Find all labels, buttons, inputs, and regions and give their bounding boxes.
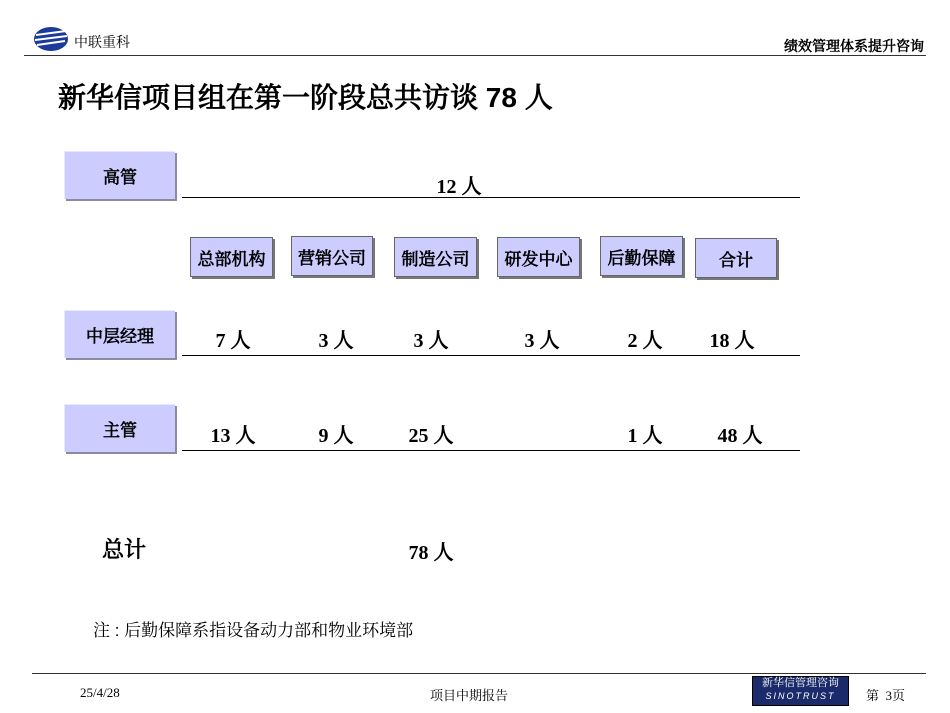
supervisors-sales-value: 9 人 [318, 425, 354, 447]
supervisors-manufacturing-value: 25 人 [408, 425, 454, 447]
grand-total-value: 78 人 [408, 542, 454, 564]
page-number [866, 685, 905, 704]
page-suffix: 页 [892, 688, 906, 703]
footer-divider [32, 673, 926, 674]
executives-total: 12 人 [436, 176, 482, 198]
middle-managers-underline [182, 355, 800, 356]
sinotrust-logo-cn: 新华信管理咨询 [762, 677, 839, 689]
row-label-middle-managers: 中层经理 [64, 310, 175, 358]
footnote: 注 : 后勤保障系指设备动力部和物业环境部 [93, 621, 414, 640]
column-header-hq: 总部机构 [190, 237, 273, 277]
footer-date: 25/4/28 [80, 685, 120, 700]
column-header-total: 合计 [695, 238, 777, 278]
middle-logistics-value: 2 人 [627, 330, 663, 352]
supervisors-hq-value: 13 人 [210, 425, 256, 447]
supervisors-total-value: 48 人 [717, 425, 763, 447]
sinotrust-logo-en: SINOTRUST [765, 691, 836, 701]
header-title: 绩效管理体系提升咨询 [784, 38, 924, 54]
column-header-rnd: 研发中心 [497, 237, 580, 277]
page-title: 新华信项目组在第一阶段总共访谈 78 人 [58, 82, 553, 113]
middle-manufacturing-value: 3 人 [413, 330, 449, 352]
company-logo-icon [33, 25, 69, 53]
column-header-logistics: 后勤保障 [600, 236, 683, 276]
supervisors-underline [182, 450, 800, 451]
executives-underline [182, 197, 800, 198]
supervisors-logistics-value: 1 人 [627, 425, 663, 447]
header-divider [24, 55, 926, 56]
footer-report-name: 项目中期报告 [430, 688, 509, 703]
middle-rnd-value: 3 人 [524, 330, 560, 352]
column-header-manufacturing: 制造公司 [394, 237, 477, 277]
sinotrust-logo [752, 676, 849, 706]
grand-total-label: 总计 [102, 537, 147, 562]
page-number-value: 3 [885, 688, 893, 703]
row-label-supervisors: 主管 [64, 404, 175, 452]
middle-hq-value: 7 人 [215, 330, 251, 352]
column-header-sales: 营销公司 [291, 236, 373, 276]
middle-sales-value: 3 人 [318, 330, 354, 352]
middle-total-value: 18 人 [709, 330, 755, 352]
page-prefix: 第 [866, 688, 880, 703]
logo-text: 中联重科 [74, 34, 130, 50]
row-label-executives: 高管 [64, 151, 175, 199]
